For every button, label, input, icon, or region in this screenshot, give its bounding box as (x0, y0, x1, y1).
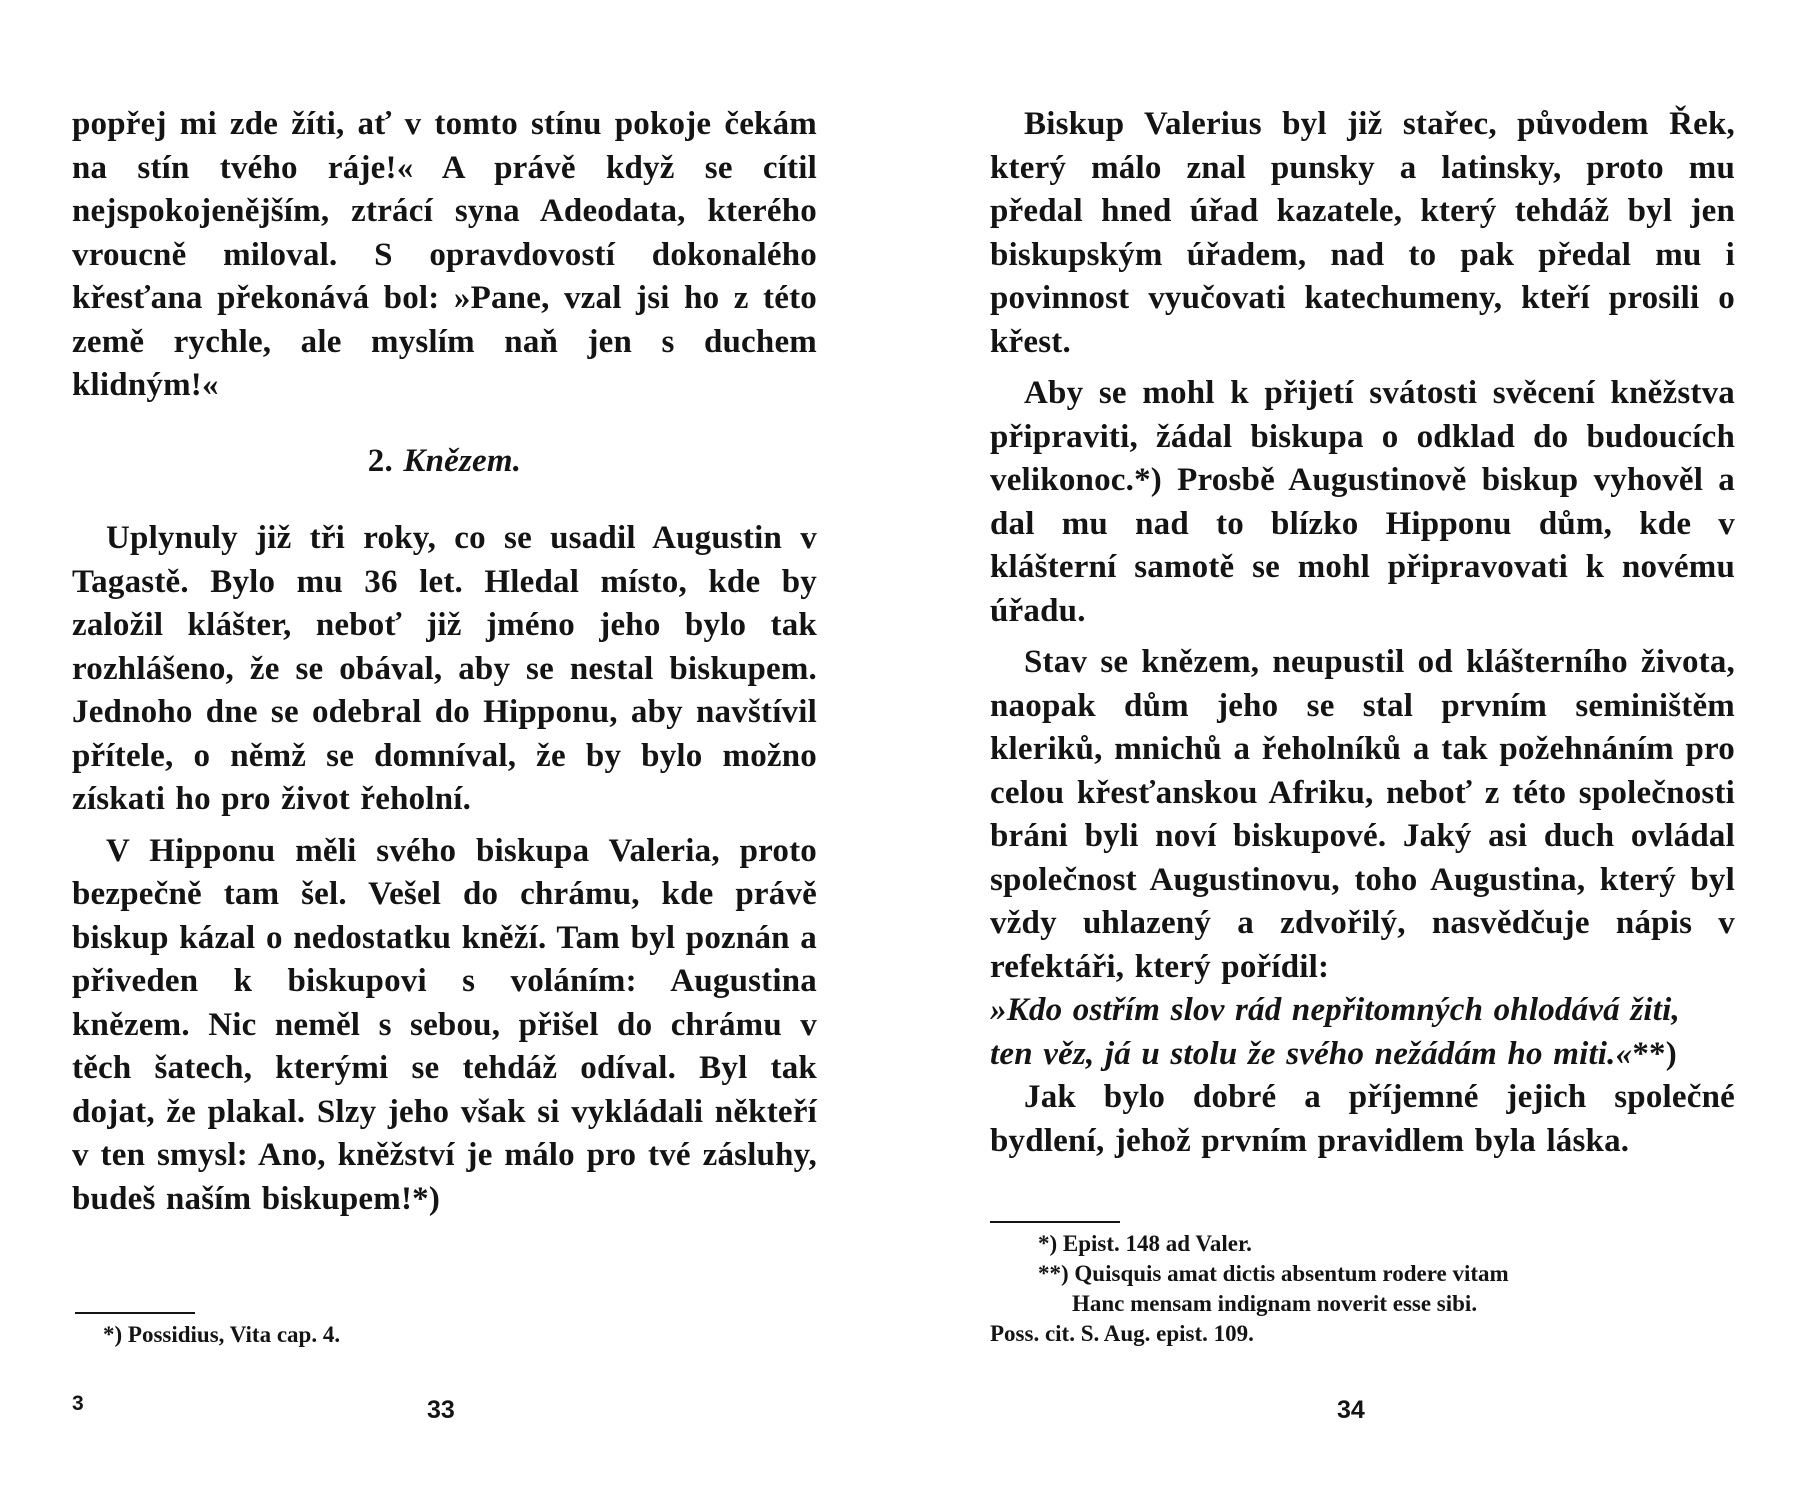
inscription-footnote-mark: **) (1632, 1035, 1677, 1072)
right-footnote-1: *) Epist. 148 ad Valer. (1038, 1231, 1252, 1256)
right-footnote-2-line-3: Poss. cit. S. Aug. epist. 109. (990, 1321, 1254, 1346)
right-page-text (990, 103, 1735, 1163)
left-footnote-1: *) Possidius, Vita cap. 4. (103, 1322, 341, 1347)
printer-signature: 3 (72, 1392, 84, 1415)
left-paragraph-1: Uplynuly již tři roky, co se usadil Augustin v Tagastě. Bylo mu 36 let. Hledal místo, kde by založil klášter, neboť již jméno jeho bylo tak rozhlášeno, že se obával, aby se nestal biskupem. Jednoho dne se odebral do Hipponu, aby navštívil přítele, o němž se domníval, že by bylo možno získati ho pro život řeholní. (72, 520, 817, 817)
left-page-text (72, 103, 817, 1221)
left-paragraph-continued: popřej mi zde žíti, ať v tomto stínu pokoje čekám na stín tvého ráje!« A právě když se cítil nejspokojenějším, ztrácí syna Adeodata, kterého vroucně miloval. S opravdovostí dokonalého křesťana překonává bol: »Pane, vzal jsi ho z této země rychle, ale myslím naň jen s duchem klidným!« (72, 106, 817, 403)
right-paragraph-2: Aby se mohl k přijetí svátosti svěcení kněžstva připraviti, žádal biskupa o odklad do budoucích velikonoc.*) Prosbě Augustinově biskup vyhověl a dal mu nad to blízko Hipponu dům, kde v klášterní samotě se mohl připravovati k novému úřadu. (990, 375, 1735, 629)
left-paragraph-2: V Hipponu měli svého biskupa Valeria, proto bezpečně tam šel. Vešel do chrámu, kde právě biskup kázal o nedostatku kněží. Tam byl poznán a přiveden k biskupovi s voláním: Augustina knězem. Nic neměl s sebou, přišel do chrámu v těch šatech, kterými se tehdáž odíval. Byl tak dojat, že plakal. Slzy jeho však si vykládali někteří v ten smysl: Ano, kněžství je málo pro tvé zásluhy, budeš naším biskupem!*) (72, 832, 817, 1217)
left-footnotes (103, 1320, 803, 1350)
right-footnote-2-line-2: Hanc mensam indignam noverit esse sibi. (1072, 1291, 1478, 1316)
chapter-heading-title: Knězem. (403, 442, 522, 479)
chapter-heading-number: 2. (367, 442, 393, 479)
chapter-heading (72, 440, 817, 484)
right-footnote-rule (990, 1221, 1120, 1223)
inscription-line-2: ten věz, já u stolu že svého nežádám ho miti.« (990, 1035, 1633, 1072)
right-footnote-2-line-1: Quisquis amat dictis absentum rodere vitam (1074, 1261, 1509, 1286)
page-number-left: 33 (427, 1396, 455, 1424)
right-paragraph-1: Biskup Valerius byl již stařec, původem Řek, který málo znal punsky a latinsky, proto mu předal hned úřad kazatele, který tehdáž byl jen biskupským úřadem, nad to pak předal mu i povinnost vyučovati katechumeny, kteří prosili o křest. (990, 106, 1735, 360)
left-footnote-rule (75, 1312, 195, 1314)
inscription-line-1: »Kdo ostřím slov rád nepřitomných ohlodává žiti, (990, 992, 1680, 1028)
refectory-inscription (990, 989, 1735, 1076)
right-footnotes (990, 1229, 1710, 1349)
right-paragraph-closing: Jak bylo dobré a příjemné jejich společné bydlení, jehož prvním pravidlem byla láska. (990, 1079, 1735, 1159)
page-number-right: 34 (1337, 1396, 1365, 1424)
right-footnote-2 (990, 1259, 1710, 1289)
right-page (900, 0, 1800, 1500)
right-footnote-2-mark: **) (1038, 1261, 1069, 1286)
right-paragraph-3: Stav se knězem, neupustil od klášterního života, naopak dům jeho se stal prvním seminištěm kleriků, mnichů a řeholníků a tak požehnáním pro celou křesťanskou Afriku, neboť z této společnosti bráni byli noví biskupové. Jaký asi duch ovládal společnost Augustinovu, toho Augustina, který byl vždy uhlazený a zdvořilý, nasvědčuje nápis v refektáři, který pořídil: (990, 644, 1735, 985)
